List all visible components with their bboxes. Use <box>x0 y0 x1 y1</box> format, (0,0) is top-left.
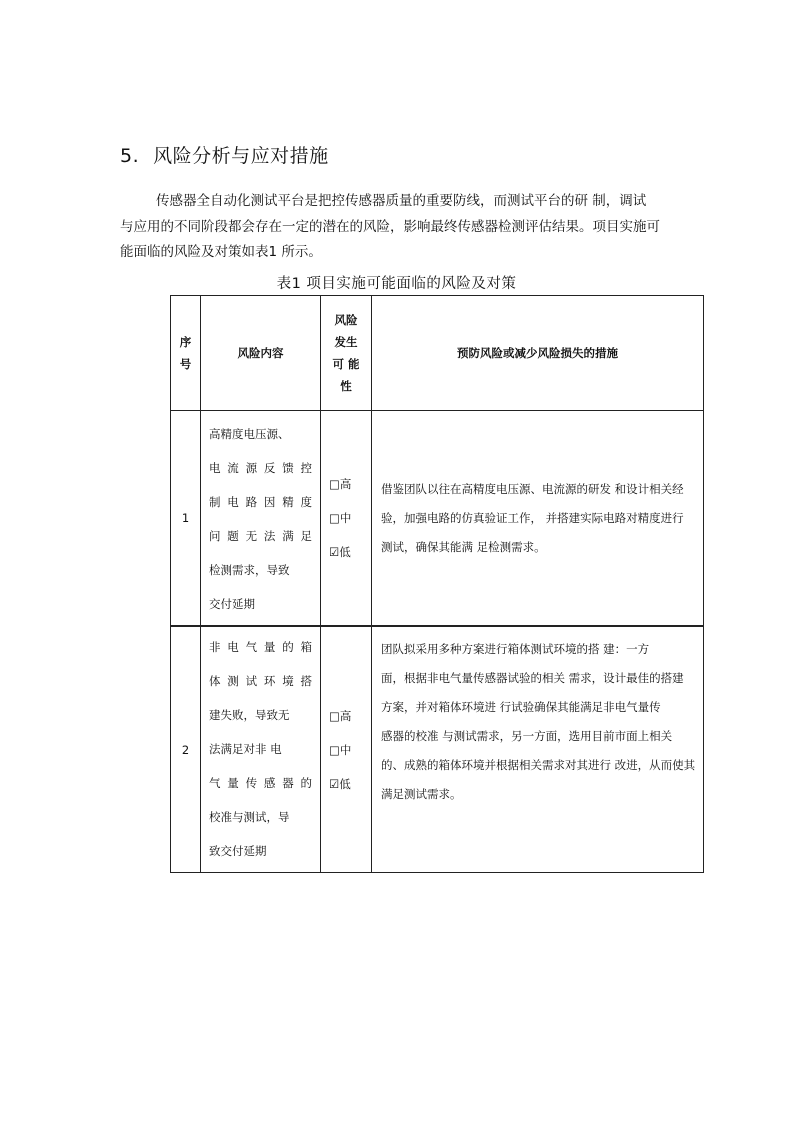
row-probability <box>321 627 372 873</box>
table-row <box>171 627 704 873</box>
row-probability <box>321 411 372 626</box>
paragraph-line: 能面临的风险及对策如表1 所示。 <box>120 244 322 260</box>
risk-table-continued <box>170 626 704 873</box>
risk-table <box>170 295 704 626</box>
row-risk: 高精度电压源、 电流源反馈控 制电路因精度 问题无法满足 检测需求，导致 交付延期 <box>201 411 321 626</box>
header-measure: 预防风险或减少风险损失的措施 <box>372 296 704 411</box>
intro-paragraph <box>120 189 678 266</box>
table-header-row <box>171 296 704 411</box>
row-risk: 非电气量的箱 体测试环境搭 建失败，导致无 法满足对非 电 气量传感器的 校准与测试，导 致交付延期 <box>201 627 321 873</box>
header-index: 序 号 <box>171 296 201 411</box>
checkbox-medium: □中 <box>329 742 352 757</box>
checkbox-low: ☑低 <box>329 545 351 559</box>
table-row <box>171 411 704 626</box>
section-number: 5. <box>120 145 140 167</box>
row-measure: 借鉴团队以往在高精度电压源、电流源的研发 和设计相关经 验，加强电路的仿真验证工作， 并搭建实际电路对精度进行 测试，确保其能满 足检测需求。 <box>372 411 704 626</box>
section-title: 风险分析与应对措施 <box>153 145 329 167</box>
row-index: 1 <box>171 411 201 626</box>
paragraph-line: 与应用的不同阶段都会存在一定的潜在的风险，影响最终传感器检测评估结果。项目实施可 <box>120 218 660 235</box>
checkbox-medium: □中 <box>329 511 352 525</box>
header-risk: 风险内容 <box>201 296 321 411</box>
row-index: 2 <box>171 627 201 873</box>
checkbox-high: □高 <box>329 477 352 491</box>
checkbox-high: □高 <box>329 708 352 723</box>
paragraph-line: 传感器全自动化测试平台是把控传感器质量的重要防线，而测试平台的研 制，调试 <box>156 193 647 209</box>
table-caption: 表1 项目实施可能面临的风险及对策 <box>276 276 517 292</box>
header-probability: 风险 发生 可 能 性 <box>321 296 372 411</box>
checkbox-low: ☑低 <box>329 776 351 791</box>
section-heading <box>120 141 329 168</box>
row-measure: 团队拟采用多种方案进行箱体测试环境的搭 建：一方 面，根据非电气量传感器试验的相关 需求，设计最佳的搭建 方案，并对箱体环境进 行试验确保其能满足非电气量传 感器的校准 与测试需求，另一方面，选用目前市面上相关 的、成熟的箱体环境并根据相关需求对其进行 改进，从而使其 满足测试需求。 <box>372 627 704 873</box>
